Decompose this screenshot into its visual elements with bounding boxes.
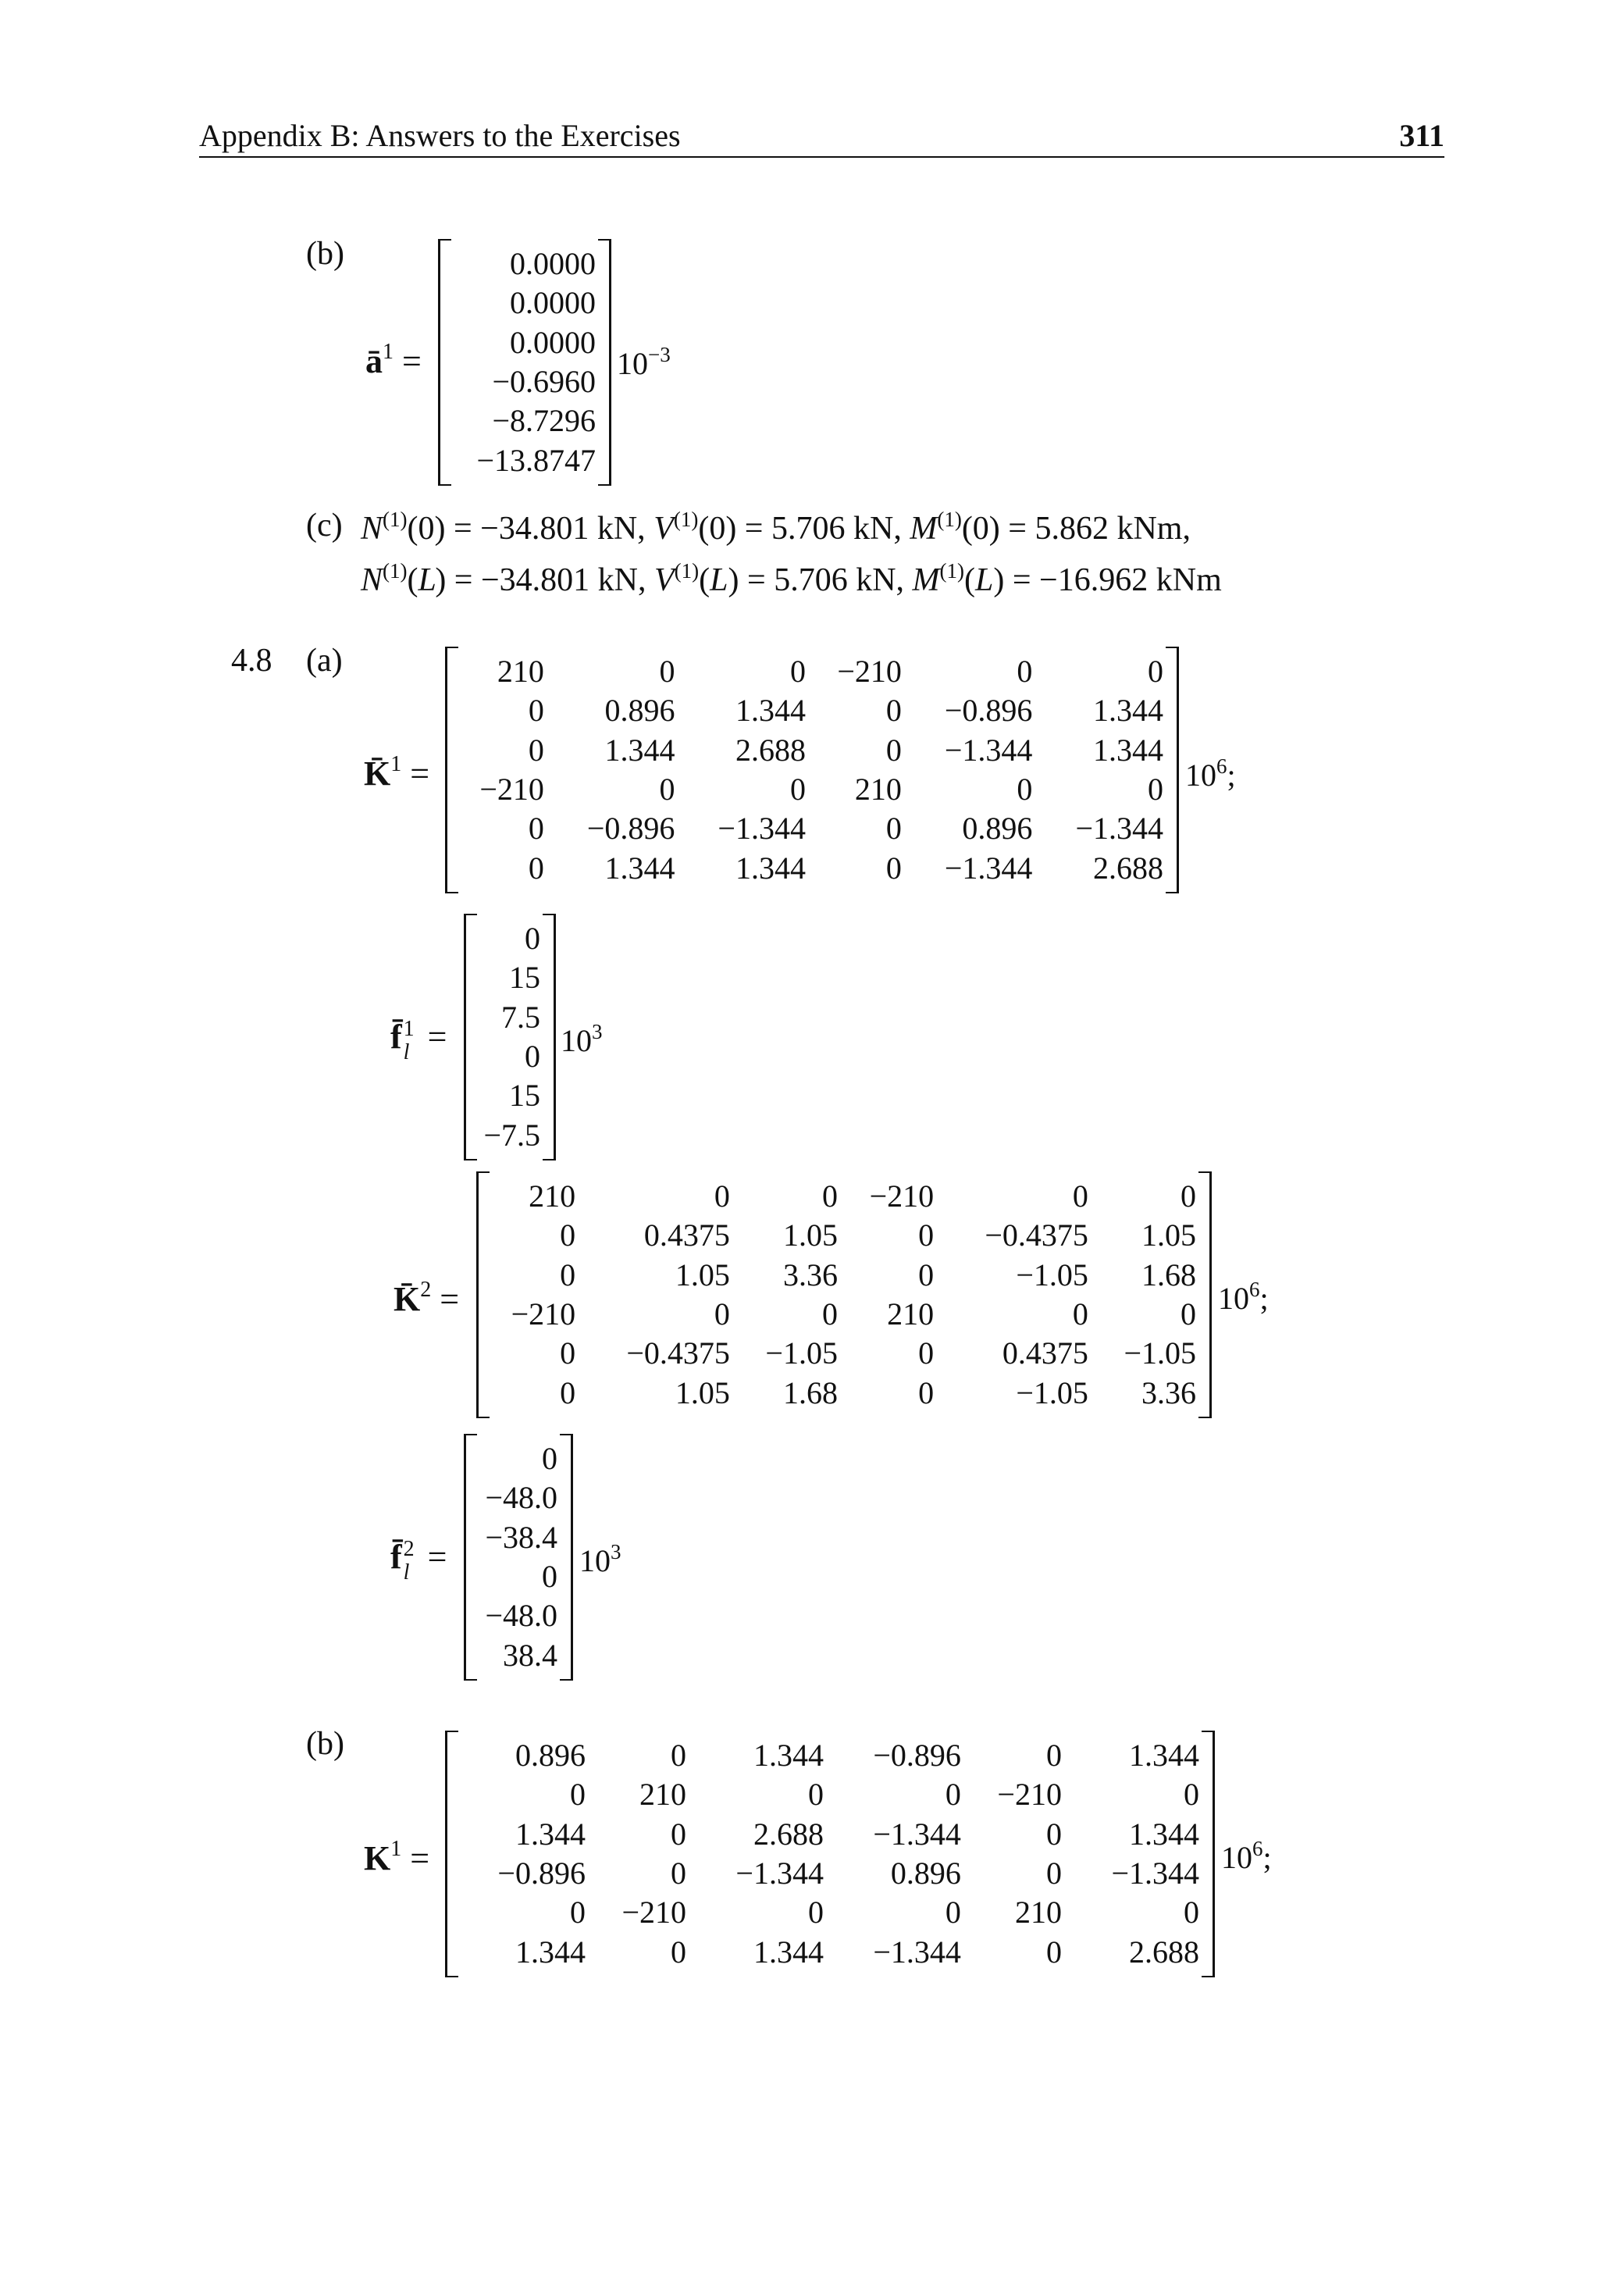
matrix-cell: 0	[1181, 1178, 1196, 1214]
matrix-row	[467, 998, 540, 1037]
matrix-cell: −1.344	[944, 850, 1033, 886]
matrix-cell: −0.896	[497, 1856, 586, 1891]
vector-f2	[464, 1434, 573, 1681]
lhs-f2-sup: 2	[403, 1537, 415, 1561]
lhs-f2: f̄ 2 l =	[390, 1537, 447, 1585]
matrix-cell: 0	[807, 1895, 824, 1931]
matrix-cell: 3.36	[782, 1257, 838, 1292]
matrix-row	[479, 1177, 1196, 1216]
matrix-row	[448, 849, 1163, 888]
matrix-cell: 0	[671, 1856, 687, 1891]
matrix-row	[467, 1076, 540, 1115]
part-label-b2: (b)	[306, 1726, 344, 1762]
lhs-K1bar: K̄$^1$ =	[364, 752, 430, 793]
part-c-m0: (0) = 5.862 kNm,	[961, 511, 1191, 547]
matrix-cell: 2.688	[735, 732, 806, 768]
matrix-cell: 1.344	[515, 1816, 586, 1852]
matrix-cell: −8.7296	[492, 403, 596, 439]
matrix-cell: 7.5	[501, 999, 540, 1035]
scale-K1-exp: 6	[1252, 1837, 1263, 1860]
matrix-cell: −1.344	[718, 811, 806, 847]
matrix-cell: 1.344	[753, 1934, 824, 1970]
lhs-f2-symbol: f̄	[390, 1538, 402, 1576]
matrix-cell: 0	[918, 1257, 935, 1292]
matrix-cell: −210	[479, 772, 544, 808]
matrix-row	[467, 958, 540, 997]
matrix-cell: −1.344	[735, 1856, 824, 1891]
matrix-row	[467, 1557, 557, 1596]
matrix-cell: 0	[1017, 654, 1033, 690]
lhs-K2bar: K̄$^2$ =	[394, 1278, 460, 1318]
matrix-cell: 0	[525, 1039, 540, 1075]
matrix-cell: 0	[821, 1296, 838, 1332]
matrix-cell: 1.344	[735, 850, 806, 886]
matrix-cell: 0	[528, 732, 544, 768]
matrix-cell: 0	[542, 1559, 557, 1595]
matrix-row	[479, 1216, 1196, 1255]
matrix-cell: 0.0000	[510, 285, 596, 321]
scale-f1-exp: 3	[592, 1020, 603, 1043]
matrix-cell: 0	[671, 1934, 687, 1970]
matrix-cell: 210	[639, 1777, 687, 1813]
matrix-cell: 1.05	[675, 1374, 730, 1410]
matrix-cell: 0	[1045, 1934, 1062, 1970]
matrix-cell: 0	[1184, 1777, 1199, 1813]
lhs-a1-symbol: ā	[365, 342, 383, 380]
matrix-row	[448, 809, 1163, 848]
part-label-b1: (b)	[306, 236, 344, 272]
matrix-cell: 0	[560, 1218, 576, 1253]
matrix-cell: 1.05	[782, 1218, 838, 1253]
matrix-cell: −210	[511, 1296, 576, 1332]
matrix-cell: 1.05	[1141, 1218, 1196, 1253]
matrix-row	[441, 401, 596, 440]
matrix-row	[467, 1037, 540, 1076]
matrix-row	[467, 919, 540, 958]
matrix-row	[479, 1295, 1196, 1334]
lhs-a1-sup: 1	[383, 340, 394, 364]
matrix-cell: 0.0000	[510, 324, 596, 360]
matrix-cell: 0	[885, 732, 902, 768]
matrix-row	[441, 362, 596, 401]
matrix-cell: 1.344	[515, 1934, 586, 1970]
matrix-cell: 0	[918, 1335, 935, 1371]
matrix-cell: 0	[528, 693, 544, 729]
matrix-cell: 0	[542, 1441, 557, 1477]
part-c-v0: (0) = 5.706 kN,	[698, 511, 910, 547]
matrix-cell: 1.344	[604, 850, 675, 886]
lhs-f1-symbol: f̄	[390, 1018, 402, 1056]
matrix-cell: 210	[854, 772, 902, 808]
scale-f1	[561, 1021, 603, 1057]
scale-f2	[579, 1542, 621, 1577]
matrix-cell: −1.344	[873, 1934, 961, 1970]
matrix-row	[448, 1933, 1199, 1972]
matrix-cell: 38.4	[503, 1637, 557, 1673]
scale-K1bar-exp: 6	[1216, 754, 1227, 778]
matrix-cell: −48.0	[485, 1598, 557, 1634]
matrix-cell: 0	[1148, 654, 1163, 690]
matrix-cell: −48.0	[485, 1480, 557, 1516]
matrix-cell: 0.4375	[1002, 1335, 1088, 1371]
matrix-row	[448, 731, 1163, 770]
lhs-K1-symbol: K	[364, 1839, 391, 1877]
matrix-cell: −0.896	[944, 693, 1033, 729]
matrix-cell: −1.344	[1075, 811, 1163, 847]
matrix-row	[479, 1256, 1196, 1295]
matrix-cell: 0	[1045, 1738, 1062, 1774]
matrix-cell: 1.344	[753, 1738, 824, 1774]
lhs-f1-sup: 1	[403, 1017, 415, 1041]
lhs-K1-sup: 1	[390, 1837, 402, 1861]
matrix-K1	[445, 1731, 1215, 1977]
matrix-cell: −0.6960	[492, 364, 596, 400]
part-c-nL: ) = −34.801 kN,	[435, 562, 655, 598]
matrix-cell: 210	[887, 1296, 935, 1332]
matrix-row	[441, 244, 596, 283]
matrix-cell: 0	[821, 1178, 838, 1214]
matrix-cell: 2.688	[1129, 1934, 1199, 1970]
scale-K2bar-suffix: ;	[1259, 1281, 1269, 1316]
matrix-cell: 0.896	[890, 1856, 961, 1891]
matrix-row	[479, 1374, 1196, 1413]
scale-a1-base: 10	[617, 346, 648, 381]
matrix-cell: 1.344	[1129, 1738, 1199, 1774]
part-c-vL: ) = 5.706 kN,	[728, 562, 913, 598]
lhs-f2-sub: l	[403, 1560, 410, 1585]
matrix-cell: 1.68	[1141, 1257, 1196, 1292]
matrix-cell: −0.4375	[985, 1218, 1088, 1253]
matrix-cell: 210	[497, 654, 544, 690]
scale-K2bar-exp: 6	[1249, 1278, 1260, 1301]
matrix-row	[448, 770, 1163, 809]
matrix-cell: 15	[509, 960, 540, 996]
matrix-cell: −1.05	[1016, 1257, 1088, 1292]
matrix-cell: 0	[560, 1374, 576, 1410]
matrix-cell: 0.4375	[643, 1218, 730, 1253]
matrix-cell: 0	[528, 811, 544, 847]
matrix-cell: 210	[529, 1178, 576, 1214]
part-c-mL: ) = −16.962 kNm	[993, 562, 1222, 598]
lhs-K2bar-symbol: K̄	[394, 1280, 421, 1318]
matrix-cell: 1.344	[1093, 732, 1163, 768]
part-c-n0: (0) = −34.801 kN,	[407, 511, 654, 547]
matrix-cell: 0	[1072, 1178, 1088, 1214]
matrix-cell: 1.05	[675, 1257, 730, 1292]
matrix-cell: −210	[997, 1777, 1062, 1813]
matrix-cell: −38.4	[485, 1519, 557, 1555]
vector-a1	[438, 239, 611, 486]
matrix-row	[448, 691, 1163, 730]
matrix-cell: 0	[1017, 772, 1033, 808]
matrix-cell: 1.344	[1093, 693, 1163, 729]
matrix-row	[467, 1116, 540, 1155]
matrix-cell: 1.344	[1129, 1816, 1199, 1852]
matrix-cell: −210	[621, 1895, 687, 1931]
matrix-cell: 0	[918, 1218, 935, 1253]
matrix-row	[441, 323, 596, 362]
lhs-f1: f̄ 1 l =	[390, 1017, 447, 1064]
matrix-cell: −210	[869, 1178, 935, 1214]
lhs-K1bar-symbol: K̄	[364, 754, 391, 793]
matrix-cell: −210	[837, 654, 902, 690]
matrix-row	[448, 1736, 1199, 1775]
matrix-cell: 0	[918, 1374, 935, 1410]
matrix-cell: 0	[1148, 772, 1163, 808]
matrix-cell: 0	[714, 1296, 730, 1332]
matrix-cell: 0	[1045, 1856, 1062, 1891]
matrix-cell: −1.05	[1016, 1374, 1088, 1410]
matrix-row	[467, 1636, 557, 1675]
matrix-cell: 0	[569, 1895, 586, 1931]
matrix-cell: 210	[1014, 1895, 1062, 1931]
matrix-cell: 0	[945, 1777, 961, 1813]
matrix-cell: 0	[528, 850, 544, 886]
vector-f1	[464, 914, 556, 1160]
matrix-K2bar	[476, 1171, 1212, 1418]
matrix-cell: 0.0000	[510, 246, 596, 282]
matrix-cell: 0	[1184, 1895, 1199, 1931]
matrix-cell: −7.5	[483, 1117, 540, 1153]
matrix-row	[441, 283, 596, 323]
matrix-cell: 0.896	[515, 1738, 586, 1774]
matrix-cell: −1.05	[1124, 1335, 1196, 1371]
scale-a1	[617, 344, 671, 380]
lhs-f1-sub: l	[403, 1040, 410, 1064]
matrix-row	[467, 1518, 557, 1557]
matrix-cell: −0.896	[586, 811, 675, 847]
matrix-row	[448, 1815, 1199, 1854]
matrix-cell: 3.36	[1141, 1374, 1196, 1410]
part-label-c: (c)	[306, 508, 343, 544]
matrix-cell: 0	[659, 654, 675, 690]
matrix-cell: 1.68	[782, 1374, 838, 1410]
scale-K2bar	[1218, 1279, 1269, 1314]
matrix-cell: 0	[714, 1178, 730, 1214]
scale-a1-exp: −3	[648, 343, 671, 366]
matrix-cell: 2.688	[1093, 850, 1163, 886]
scale-K1bar-suffix: ;	[1227, 758, 1236, 793]
matrix-cell: −1.05	[765, 1335, 838, 1371]
matrix-cell: 0	[885, 811, 902, 847]
matrix-row	[441, 441, 596, 480]
scale-K1-base: 10	[1221, 1840, 1252, 1875]
part-label-a: (a)	[306, 643, 343, 679]
matrix-cell: −0.896	[873, 1738, 961, 1774]
matrix-row	[448, 1854, 1199, 1893]
matrix-cell: 0	[659, 772, 675, 808]
matrix-cell: 0	[1045, 1816, 1062, 1852]
matrix-cell: 1.344	[604, 732, 675, 768]
scale-f1-base: 10	[561, 1023, 592, 1058]
matrix-cell: 0	[560, 1335, 576, 1371]
matrix-cell: 0	[885, 693, 902, 729]
lhs-a1: $ā^1$ =	[365, 340, 422, 380]
matrix-cell: −1.344	[944, 732, 1033, 768]
matrix-cell: 0	[671, 1738, 687, 1774]
matrix-cell: 0	[1072, 1296, 1088, 1332]
scale-K1bar-base: 10	[1185, 758, 1216, 793]
scale-K1-suffix: ;	[1262, 1840, 1272, 1875]
scale-f2-base: 10	[579, 1543, 611, 1578]
matrix-row	[448, 652, 1163, 691]
matrix-cell: 0	[789, 654, 806, 690]
matrix-row	[467, 1439, 557, 1478]
running-title: Appendix B: Answers to the Exercises	[199, 118, 681, 153]
matrix-cell: 0	[525, 921, 540, 957]
matrix-cell: 0	[671, 1816, 687, 1852]
scale-K2bar-base: 10	[1218, 1281, 1249, 1316]
matrix-cell: 0	[1181, 1296, 1196, 1332]
matrix-cell: 0	[569, 1777, 586, 1813]
matrix-cell: −13.8747	[476, 442, 596, 478]
matrix-cell: −1.344	[873, 1816, 961, 1852]
matrix-cell: 0	[885, 850, 902, 886]
matrix-row	[467, 1596, 557, 1635]
matrix-K1bar	[445, 647, 1179, 893]
matrix-cell: 0.896	[604, 693, 675, 729]
matrix-row	[448, 1775, 1199, 1814]
page-number: 311	[1399, 118, 1444, 153]
matrix-cell: −1.344	[1111, 1856, 1199, 1891]
matrix-row	[448, 1893, 1199, 1932]
matrix-cell: 0.896	[962, 811, 1033, 847]
lhs-K1: $K^1$ =	[364, 1837, 430, 1877]
lhs-K2bar-sup: 2	[420, 1278, 432, 1302]
matrix-cell: 0	[807, 1777, 824, 1813]
matrix-cell: 1.344	[735, 693, 806, 729]
scale-K1bar	[1185, 756, 1236, 791]
running-header	[199, 116, 1444, 158]
lhs-K1bar-sup: 1	[390, 752, 402, 776]
matrix-cell: 15	[509, 1078, 540, 1114]
scale-K1	[1221, 1838, 1272, 1874]
matrix-cell: 0	[945, 1895, 961, 1931]
matrix-cell: 2.688	[753, 1816, 824, 1852]
part-c-line-2: $N^{(1)}(L) = -34.801$ kN, $V^{(1)}(L) = 5.706$ kN, $M^{(1)}(L) = -16.962$ kNm	[361, 559, 1222, 598]
exercise-number: 4.8	[231, 643, 272, 679]
scale-f2-exp: 3	[611, 1540, 621, 1563]
matrix-row	[467, 1478, 557, 1517]
matrix-cell: −0.4375	[626, 1335, 730, 1371]
matrix-row	[479, 1334, 1196, 1373]
matrix-cell: 0	[789, 772, 806, 808]
matrix-cell: 0	[560, 1257, 576, 1292]
part-c-line-1: $N^{(1)}(0) = -34.801$ kN, $V^{(1)}(0) = 5.706$ kN, $M^{(1)}(0) = 5.862$ kNm,	[361, 508, 1191, 547]
